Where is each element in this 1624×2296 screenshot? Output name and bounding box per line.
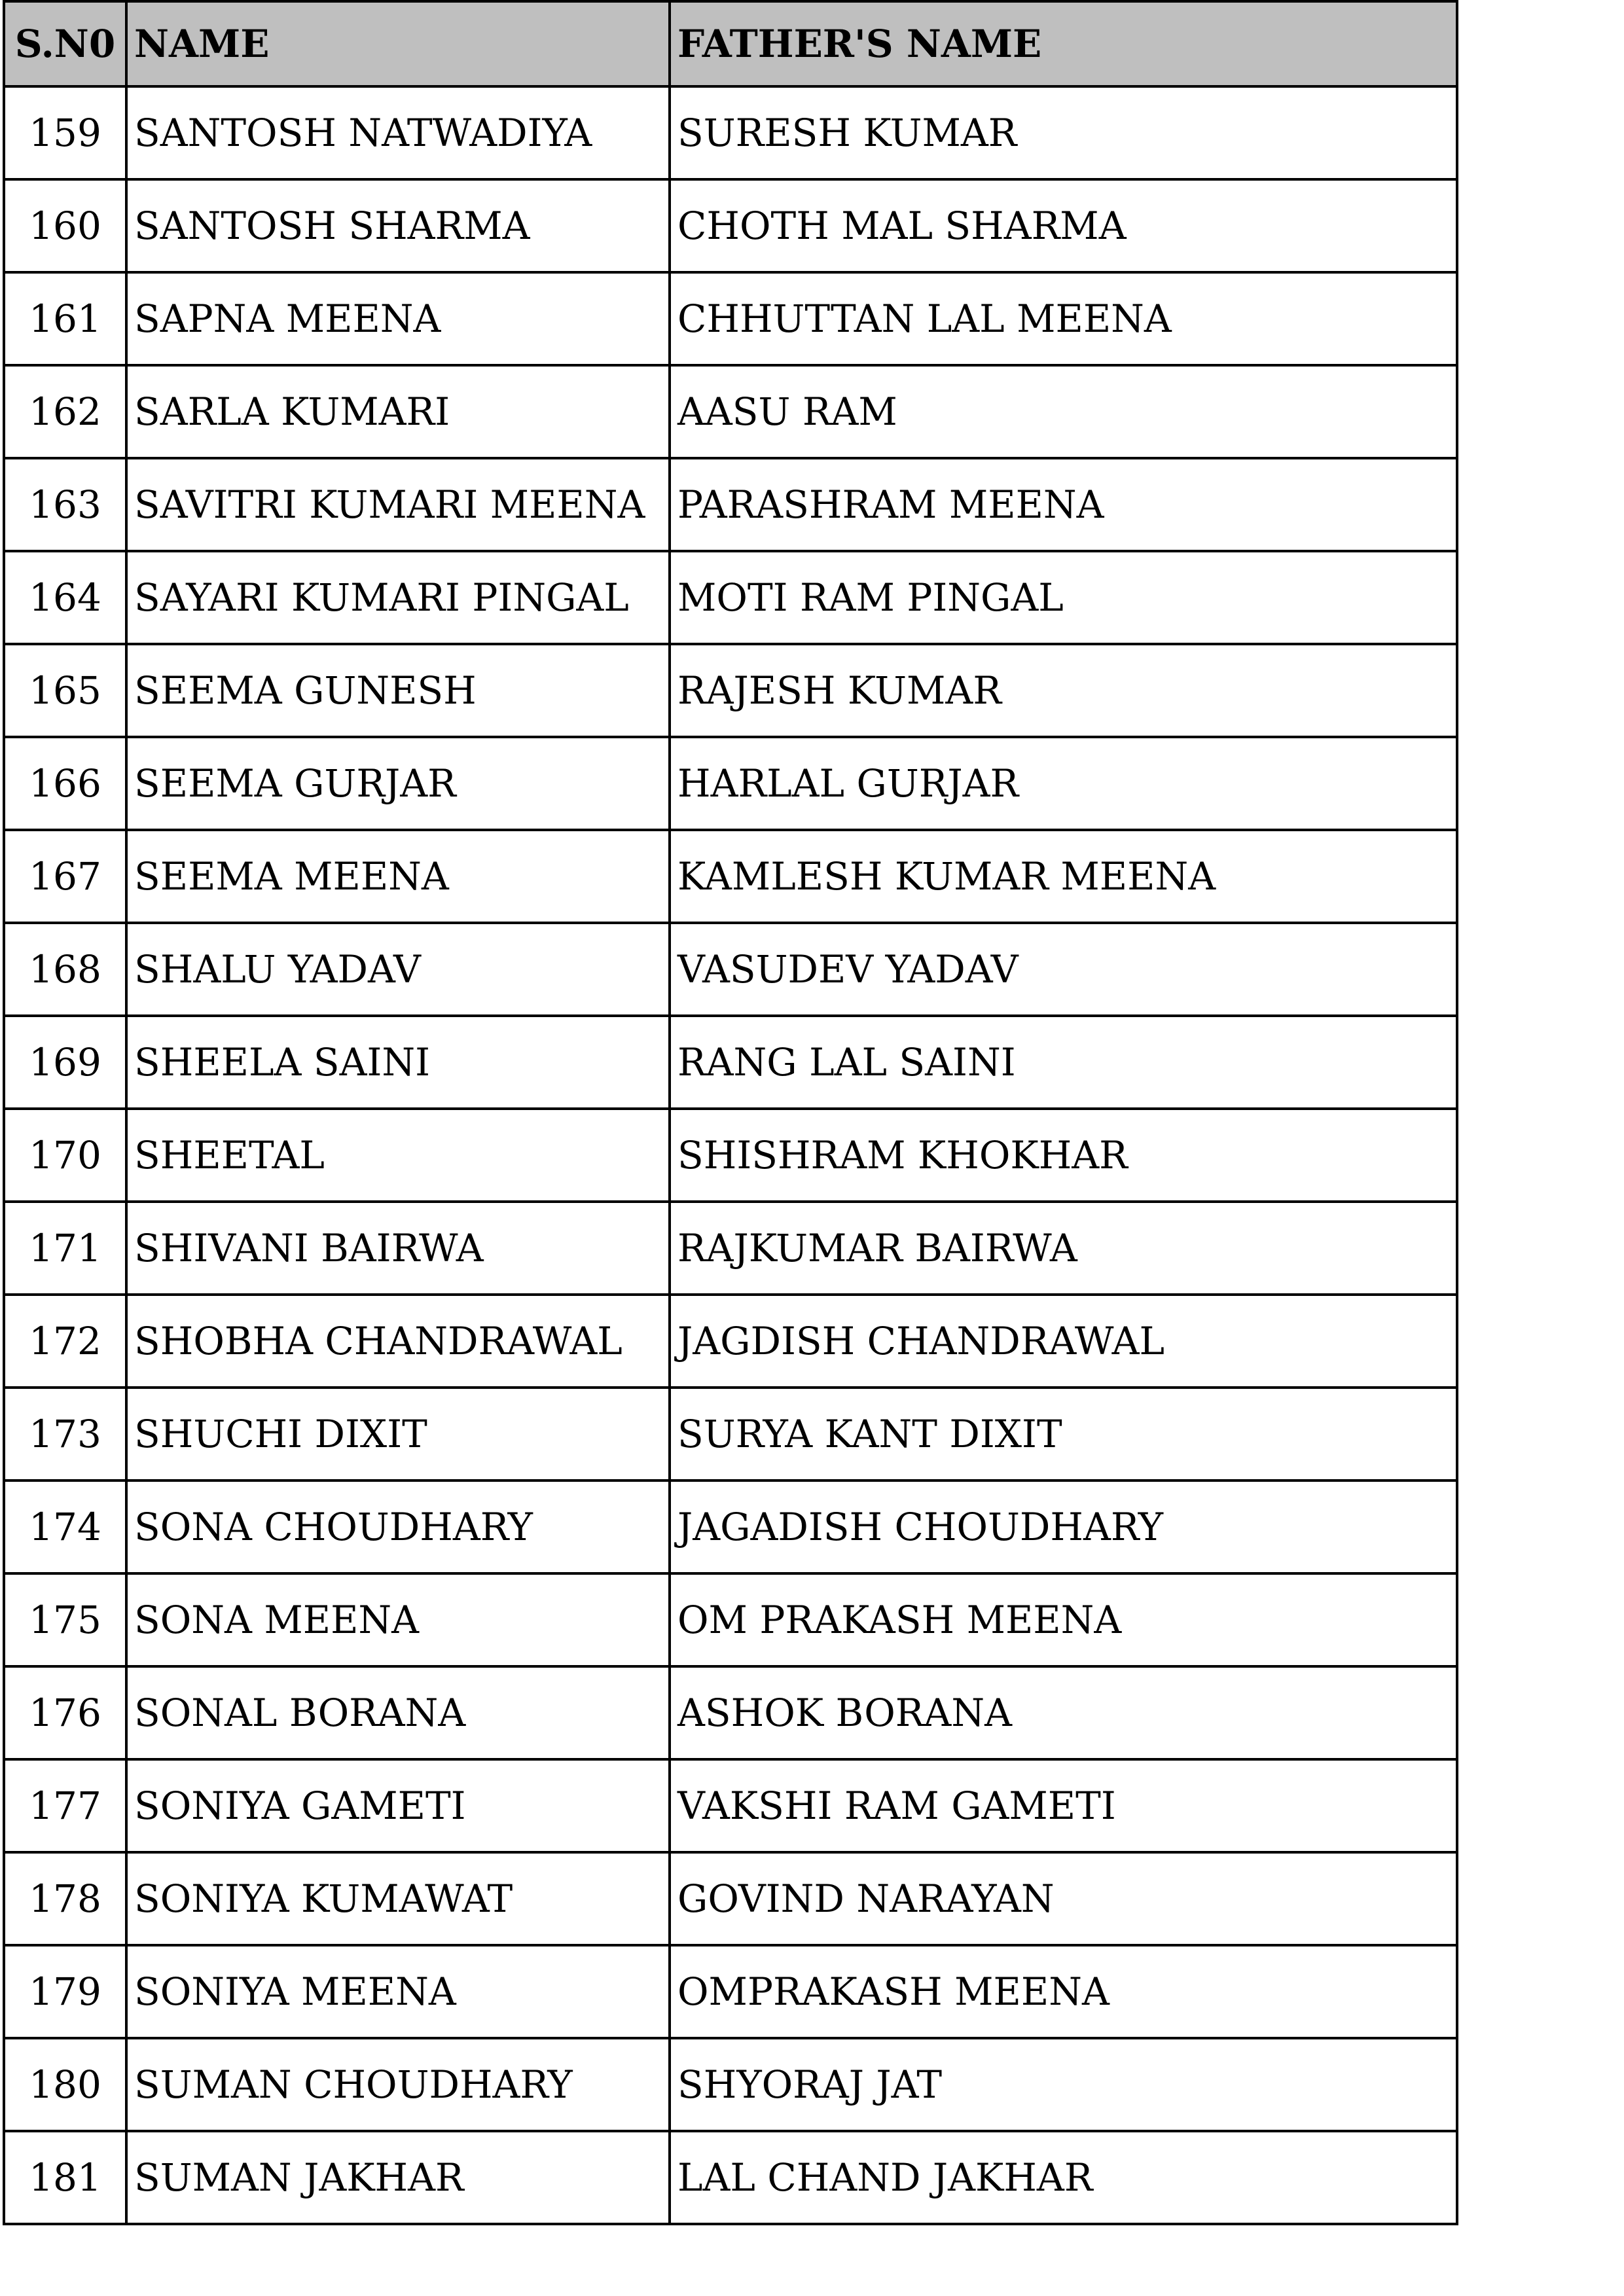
name-list-sheet	[3, 0, 1456, 2225]
serial-number-cell: 176	[4, 1666, 126, 1759]
serial-number-cell: 163	[4, 458, 126, 551]
fathers-name-cell: ASHOK BORANA	[670, 1666, 1457, 1759]
table-row	[4, 1295, 1457, 1388]
name-cell: SHIVANI BAIRWA	[126, 1202, 670, 1295]
serial-number-cell: 159	[4, 86, 126, 179]
table-row	[4, 1202, 1457, 1295]
fathers-name-cell: SHISHRAM KHOKHAR	[670, 1109, 1457, 1202]
table-row	[4, 1573, 1457, 1666]
serial-number-cell: 167	[4, 830, 126, 923]
serial-number-cell: 169	[4, 1016, 126, 1109]
column-header-fathers-name: FATHER'S NAME	[670, 1, 1457, 86]
table-row	[4, 1109, 1457, 1202]
serial-number-cell: 181	[4, 2131, 126, 2224]
table-body	[4, 86, 1457, 2224]
fathers-name-cell: GOVIND NARAYAN	[670, 1852, 1457, 1945]
table-row	[4, 644, 1457, 737]
fathers-name-cell: JAGADISH CHOUDHARY	[670, 1480, 1457, 1573]
fathers-name-cell: OM PRAKASH MEENA	[670, 1573, 1457, 1666]
table-row	[4, 365, 1457, 458]
fathers-name-cell: CHOTH MAL SHARMA	[670, 179, 1457, 272]
name-cell: SONIYA GAMETI	[126, 1759, 670, 1852]
table-row	[4, 830, 1457, 923]
serial-number-cell: 170	[4, 1109, 126, 1202]
table-row	[4, 1480, 1457, 1573]
table-row	[4, 1852, 1457, 1945]
fathers-name-cell: RAJKUMAR BAIRWA	[670, 1202, 1457, 1295]
table-row	[4, 272, 1457, 365]
fathers-name-cell: VAKSHI RAM GAMETI	[670, 1759, 1457, 1852]
name-cell: SAVITRI KUMARI MEENA	[126, 458, 670, 551]
header-row	[4, 1, 1457, 86]
name-cell: SARLA KUMARI	[126, 365, 670, 458]
fathers-name-cell: LAL CHAND JAKHAR	[670, 2131, 1457, 2224]
name-cell: SUMAN JAKHAR	[126, 2131, 670, 2224]
name-cell: SAPNA MEENA	[126, 272, 670, 365]
name-cell: SONAL BORANA	[126, 1666, 670, 1759]
fathers-name-cell: MOTI RAM PINGAL	[670, 551, 1457, 644]
name-cell: SHEETAL	[126, 1109, 670, 1202]
table-row	[4, 923, 1457, 1016]
serial-number-cell: 171	[4, 1202, 126, 1295]
serial-number-cell: 165	[4, 644, 126, 737]
fathers-name-cell: SURYA KANT DIXIT	[670, 1388, 1457, 1480]
serial-number-cell: 168	[4, 923, 126, 1016]
serial-number-cell: 177	[4, 1759, 126, 1852]
name-cell: SHUCHI DIXIT	[126, 1388, 670, 1480]
name-cell: SONA CHOUDHARY	[126, 1480, 670, 1573]
serial-number-cell: 172	[4, 1295, 126, 1388]
fathers-name-cell: CHHUTTAN LAL MEENA	[670, 272, 1457, 365]
serial-number-cell: 178	[4, 1852, 126, 1945]
serial-number-cell: 179	[4, 1945, 126, 2038]
fathers-name-cell: SURESH KUMAR	[670, 86, 1457, 179]
serial-number-cell: 166	[4, 737, 126, 830]
name-cell: SUMAN CHOUDHARY	[126, 2038, 670, 2131]
name-cell: SHALU YADAV	[126, 923, 670, 1016]
table-row	[4, 1759, 1457, 1852]
serial-number-cell: 164	[4, 551, 126, 644]
name-cell: SONIYA MEENA	[126, 1945, 670, 2038]
name-cell: SONIYA KUMAWAT	[126, 1852, 670, 1945]
name-cell: SEEMA MEENA	[126, 830, 670, 923]
table-header	[4, 1, 1457, 86]
fathers-name-cell: AASU RAM	[670, 365, 1457, 458]
serial-number-cell: 174	[4, 1480, 126, 1573]
fathers-name-cell: HARLAL GURJAR	[670, 737, 1457, 830]
table-row	[4, 86, 1457, 179]
serial-number-cell: 160	[4, 179, 126, 272]
table-row	[4, 2131, 1457, 2224]
serial-number-cell: 162	[4, 365, 126, 458]
serial-number-cell: 180	[4, 2038, 126, 2131]
table-row	[4, 737, 1457, 830]
table-row	[4, 179, 1457, 272]
fathers-name-cell: PARASHRAM MEENA	[670, 458, 1457, 551]
fathers-name-cell: RAJESH KUMAR	[670, 644, 1457, 737]
fathers-name-cell: KAMLESH KUMAR MEENA	[670, 830, 1457, 923]
table-row	[4, 458, 1457, 551]
serial-number-cell: 173	[4, 1388, 126, 1480]
name-cell: SANTOSH NATWADIYA	[126, 86, 670, 179]
table-row	[4, 1945, 1457, 2038]
fathers-name-cell: RANG LAL SAINI	[670, 1016, 1457, 1109]
name-cell: SHEELA SAINI	[126, 1016, 670, 1109]
table-row	[4, 2038, 1457, 2131]
name-cell: SEEMA GURJAR	[126, 737, 670, 830]
fathers-name-cell: JAGDISH CHANDRAWAL	[670, 1295, 1457, 1388]
column-header-serial-number: S.N0	[4, 1, 126, 86]
serial-number-cell: 161	[4, 272, 126, 365]
table-row	[4, 1388, 1457, 1480]
table-row	[4, 1666, 1457, 1759]
name-cell: SONA MEENA	[126, 1573, 670, 1666]
fathers-name-cell: SHYORAJ JAT	[670, 2038, 1457, 2131]
table-row	[4, 551, 1457, 644]
column-header-name: NAME	[126, 1, 670, 86]
name-cell: SANTOSH SHARMA	[126, 179, 670, 272]
name-cell: SHOBHA CHANDRAWAL	[126, 1295, 670, 1388]
serial-number-cell: 175	[4, 1573, 126, 1666]
table-row	[4, 1016, 1457, 1109]
name-list-table	[3, 0, 1458, 2225]
name-cell: SEEMA GUNESH	[126, 644, 670, 737]
fathers-name-cell: OMPRAKASH MEENA	[670, 1945, 1457, 2038]
name-cell: SAYARI KUMARI PINGAL	[126, 551, 670, 644]
fathers-name-cell: VASUDEV YADAV	[670, 923, 1457, 1016]
